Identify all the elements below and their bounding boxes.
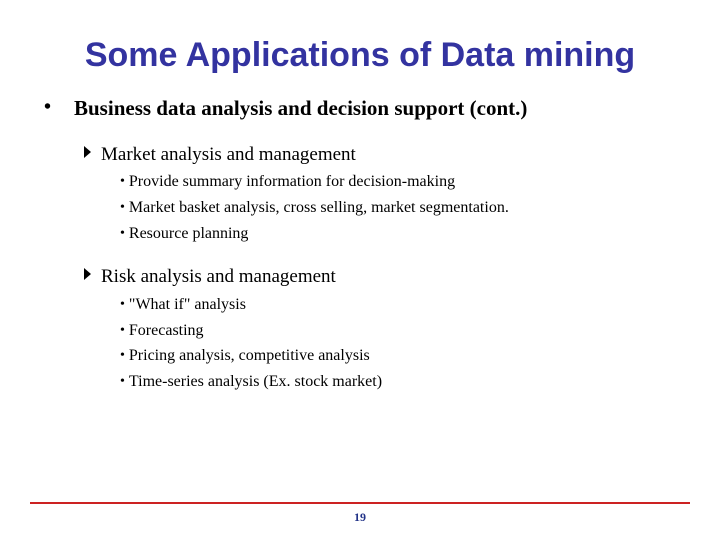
- list-item: [120, 295, 246, 316]
- section-heading-market: [84, 144, 356, 166]
- round-bullet-icon: •: [120, 297, 125, 312]
- list-item-text: Resource planning: [128, 225, 249, 242]
- list-item: [120, 346, 370, 367]
- round-bullet-icon: •: [120, 226, 125, 241]
- slide-title: Some Applications of Data mining: [84, 36, 636, 74]
- round-bullet-icon: •: [120, 374, 125, 389]
- list-item-text: Time-series analysis (Ex. stock market): [128, 373, 383, 390]
- list-item: [120, 224, 248, 245]
- list-item: [120, 321, 204, 342]
- triangle-bullet-icon: [84, 146, 91, 158]
- section-heading-risk: [84, 266, 336, 288]
- list-item-text: Provide summary information for decision-making: [128, 173, 456, 190]
- round-bullet-icon: •: [120, 200, 125, 215]
- list-item-text: "What if" analysis: [128, 296, 246, 313]
- main-bullet-text: Business data analysis and decision support (cont.): [74, 96, 528, 120]
- section-heading-text: Risk analysis and management: [101, 266, 336, 287]
- round-bullet-icon: •: [120, 348, 125, 363]
- list-item: [120, 372, 382, 393]
- list-item-text: Pricing analysis, competitive analysis: [128, 347, 370, 364]
- footer-divider: [30, 502, 690, 504]
- main-bullet: [44, 96, 527, 121]
- round-bullet-icon: •: [120, 323, 125, 338]
- round-bullet-icon: •: [120, 174, 125, 189]
- section-heading-text: Market analysis and management: [101, 144, 356, 165]
- list-item-text: Forecasting: [128, 322, 204, 339]
- triangle-bullet-icon: [84, 268, 91, 280]
- round-bullet-icon: •: [44, 96, 52, 118]
- page-number: 19: [354, 510, 366, 524]
- list-item: [120, 172, 455, 193]
- list-item: [120, 198, 509, 219]
- list-item-text: Market basket analysis, cross selling, market segmentation.: [128, 199, 509, 216]
